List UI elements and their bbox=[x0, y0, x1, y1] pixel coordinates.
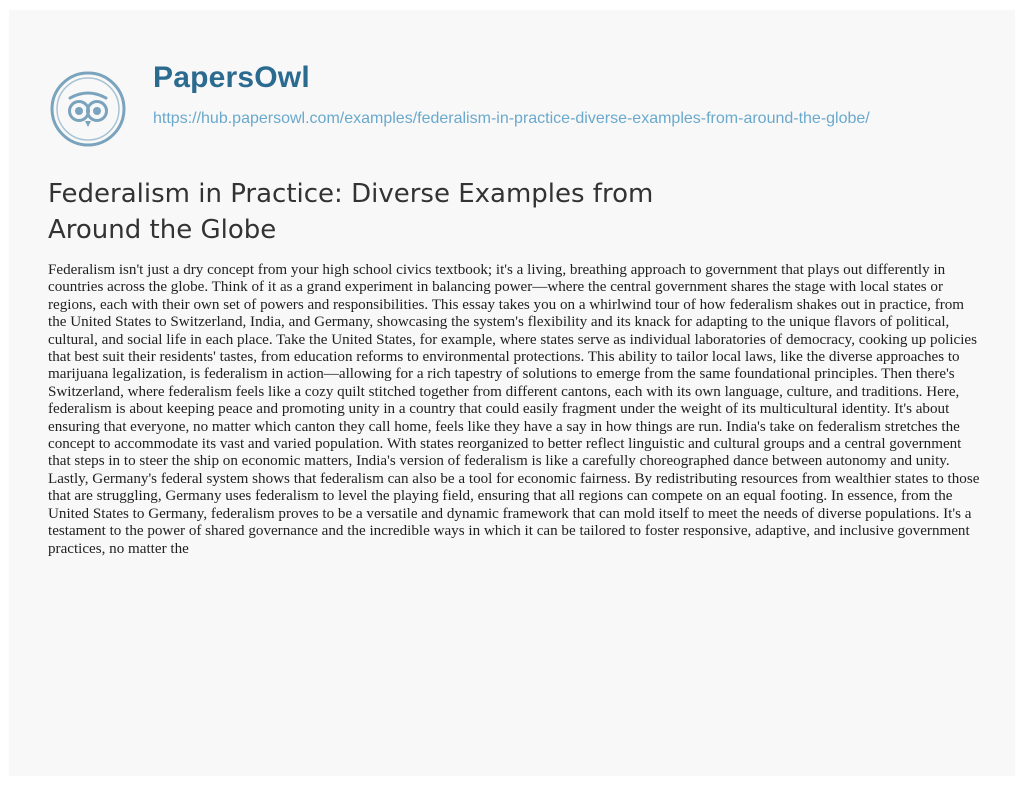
page-header bbox=[9, 10, 1015, 170]
document-page bbox=[9, 10, 1015, 776]
page-title: Federalism in Practice: Diverse Examples from Around the Globe bbox=[48, 179, 654, 245]
brand-name: PapersOwl bbox=[153, 61, 310, 94]
owl-logo-svg bbox=[50, 71, 126, 147]
essay-body: Federalism isn't just a dry concept from your high school civics textbook; it's a living, breathing approach to government that plays out differently in countries across the globe. Think of it as a grand experiment in balancing power—where the central government shares the stage with local states or regions, each with their own set of powers and responsibilities. This essay takes you on a whirlwind tour of how federalism shakes out in practice, from the United States to Switzerland, India, and Germany, showcasing the system's flexibility and its knack for adapting to the unique flavors of political, cultural, and social life in each place. Take the United States, for example, where states serve as individual laboratories of democracy, cooking up policies that best suit their residents' tastes, from education reforms to environmental protections. This ability to tailor local laws, like the diverse approaches to marijuana legalization, is federalism in action—allowing for a rich tapestry of solutions to emerge from the same foundational principles. Then there's Switzerland, where federalism feels like a cozy quilt stitched together from different cantons, each with its own language, culture, and traditions. Here, federalism is about keeping peace and promoting unity in a country that could easily fragment under the weight of its multicultural identity. It's about ensuring that everyone, no matter which canton they call home, feels like they have a say in how things are run. India's take on federalism stretches the concept to accommodate its vast and varied population. With states reorganized to better reflect linguistic and cultural groups and a central government that steps in to steer the ship on economic matters, India's version of federalism is like a carefully choreographed dance between autonomy and unity. Lastly, Germany's federal system shows that federalism can also be a tool for economic fairness. By redistributing resources from wealthier states to those that are struggling, Germany uses federalism to level the playing field, ensuring that all regions can compete on an equal footing. In essence, from the United States to Germany, federalism proves to be a versatile and dynamic framework that can mold itself to meet the needs of diverse populations. It's a testament to the power of shared governance and the incredible ways in which it can be tailored to foster responsive, adaptive, and inclusive government practices, no matter the bbox=[48, 262, 980, 557]
source-url-link[interactable]: https://hub.papersowl.com/examples/federalism-in-practice-diverse-examples-from-around-the-globe/ bbox=[153, 110, 870, 127]
owl-logo-icon bbox=[50, 71, 126, 147]
